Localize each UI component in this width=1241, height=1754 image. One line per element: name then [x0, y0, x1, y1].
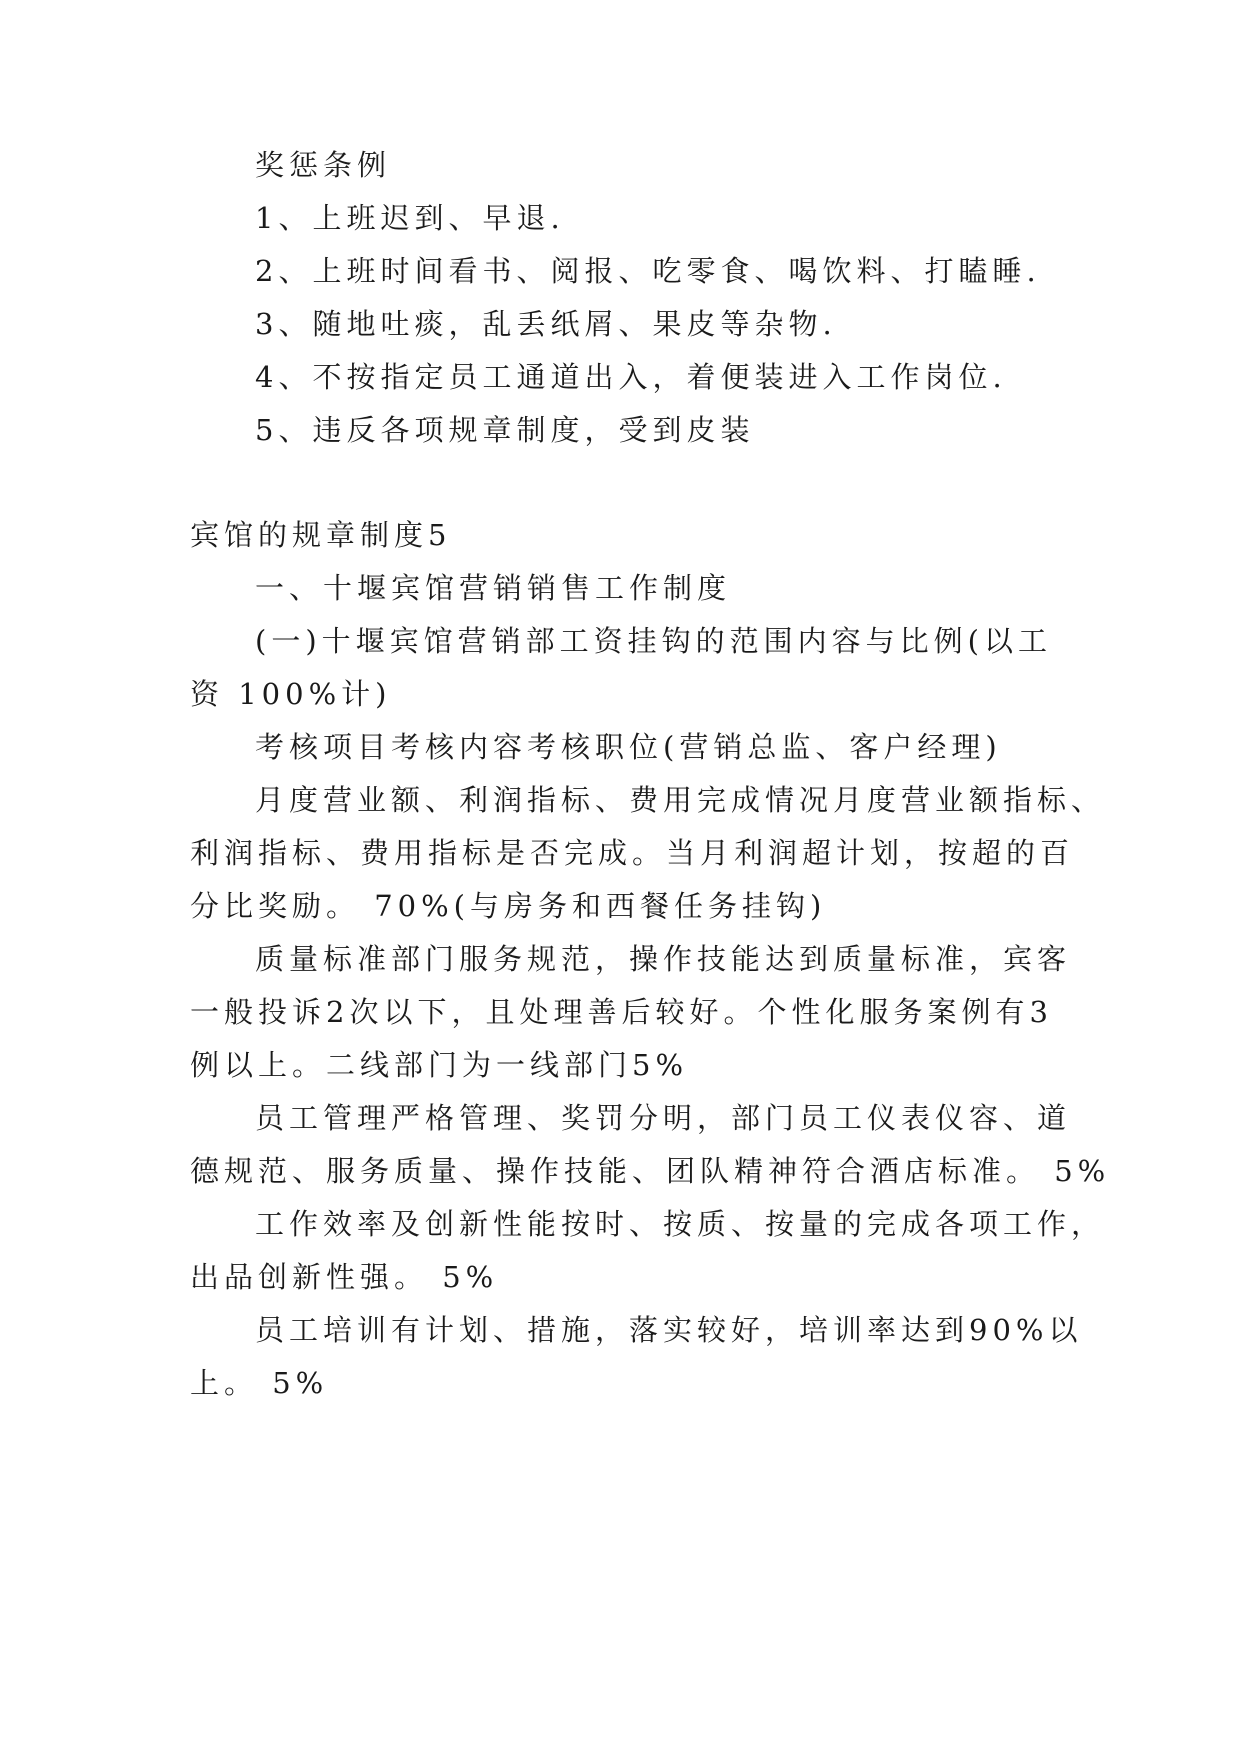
rule-item-4: 4、不按指定员工通道出入，着便装进入工作岗位. [255, 360, 1007, 394]
paragraph-4-line-2: 一般投诉2次以下，且处理善后较好。个性化服务案例有3 [190, 995, 1053, 1029]
rule-item-5: 5、违反各项规章制度，受到皮装 [255, 413, 755, 447]
paragraph-2: 考核项目考核内容考核职位(营销总监、客户经理) [255, 730, 1002, 764]
paragraph-3-line-3: 分比奖励。 70%(与房务和西餐任务挂钩) [190, 889, 827, 923]
paragraph-4-line-1: 质量标准部门服务规范，操作技能达到质量标准，宾客 [255, 942, 1072, 976]
paragraph-5-line-2: 德规范、服务质量、操作技能、团队精神符合酒店标准。 5% [190, 1154, 1111, 1188]
paragraph-6-line-1: 工作效率及创新性能按时、按质、按量的完成各项工作， [255, 1207, 1106, 1241]
paragraph-3-line-2: 利润指标、费用指标是否完成。当月利润超计划，按超的百 [190, 836, 1075, 870]
paragraph-5-line-1: 员工管理严格管理、奖罚分明，部门员工仪表仪容、道 [255, 1101, 1072, 1135]
paragraph-7-line-2: 上。 5% [190, 1366, 329, 1400]
paragraph-7-line-1: 员工培训有计划、措施，落实较好，培训率达到90%以 [255, 1313, 1083, 1347]
rule-item-3: 3、随地吐痰，乱丢纸屑、果皮等杂物. [255, 307, 837, 341]
paragraph-1-line-1: (一)十堰宾馆营销部工资挂钩的范围内容与比例(以工 [255, 624, 1052, 658]
paragraph-3-line-1: 月度营业额、利润指标、费用完成情况月度营业额指标、 [255, 783, 1106, 817]
section-title: 奖惩条例 [255, 148, 392, 182]
document-heading: 宾馆的规章制度5 [190, 518, 452, 552]
rule-item-1: 1、上班迟到、早退. [255, 201, 565, 235]
paragraph-4-line-3: 例以上。二线部门为一线部门5% [190, 1048, 689, 1082]
paragraph-6-line-2: 出品创新性强。 5% [190, 1260, 499, 1294]
paragraph-1-line-2: 资 100%计) [190, 677, 392, 711]
chapter-heading: 一、十堰宾馆营销销售工作制度 [255, 571, 732, 605]
rule-item-2: 2、上班时间看书、阅报、吃零食、喝饮料、打瞌睡. [255, 254, 1041, 288]
